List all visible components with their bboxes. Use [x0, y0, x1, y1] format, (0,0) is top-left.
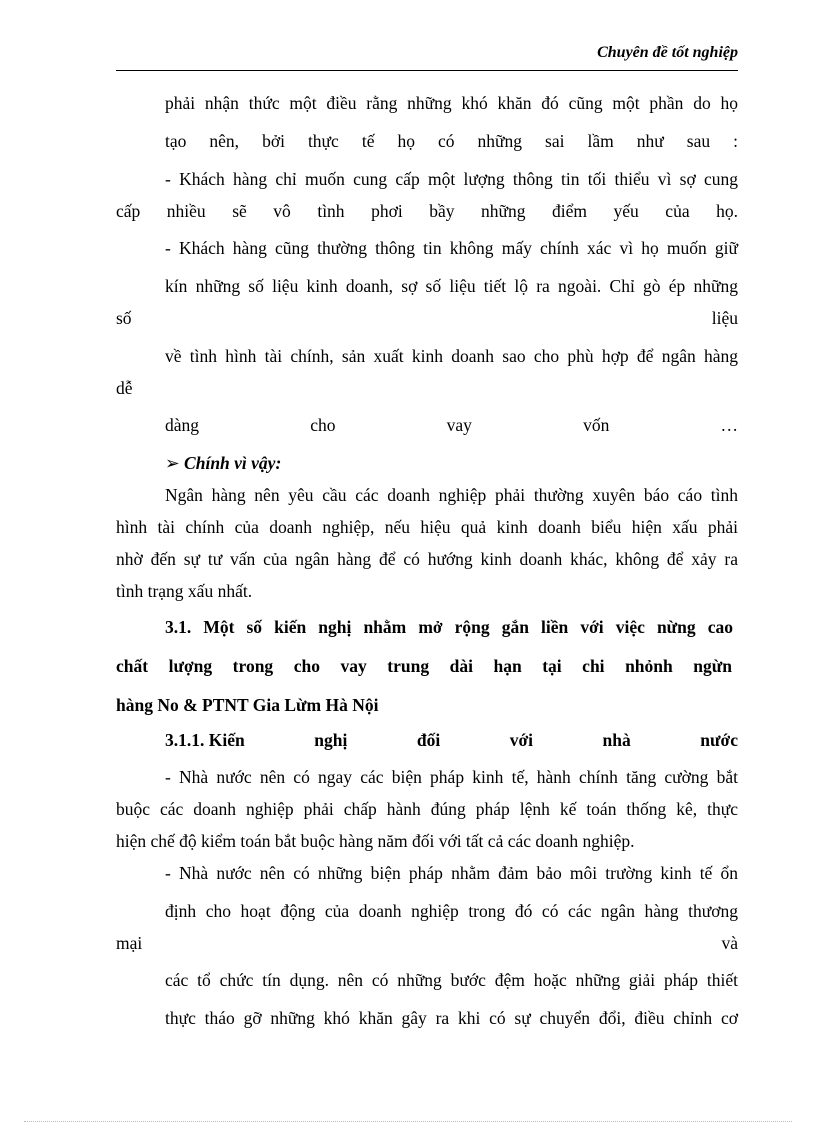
- text-line: [165, 414, 738, 436]
- page-bottom-rule: [24, 1121, 792, 1122]
- text-line: tạo nên, bởi thực tế họ có những sai lầm như sau :: [165, 131, 738, 151]
- word: …: [720, 415, 738, 435]
- subsection-heading: [165, 729, 738, 751]
- text-line: - Nhà nước nên có ngay các biện pháp kinh tế, hành chính tăng cường bắt: [165, 767, 738, 787]
- word: và: [721, 933, 738, 953]
- text-line: về tình hình tài chính, sản xuất kinh doanh sao cho phù hợp để ngân hàng: [165, 346, 738, 366]
- section-heading: chất lượng trong cho vay trung dài hạn tại chi nhỏnh ngừn: [116, 656, 732, 676]
- text-line: các tổ chức tín dụng. nên có những bước đệm hoặc những giải pháp thiết: [165, 970, 738, 990]
- text-line: kín những số liệu kinh doanh, sợ số liệu tiết lộ ra ngoài. Chỉ gò ép những: [165, 276, 738, 296]
- text-line: [116, 307, 738, 329]
- word: vay: [446, 415, 472, 435]
- text-line: tình trạng xấu nhất.: [116, 581, 253, 601]
- word: nước: [700, 730, 738, 750]
- section-heading: 3.1. Một số kiến nghị nhằm mở rộng gắn liền với việc nừng cao: [165, 617, 733, 637]
- text-line: buộc các doanh nghiệp phải chấp hành đúng pháp lệnh kế toán thống kê, thực: [116, 799, 738, 819]
- word: 3.1.1. Kiến: [165, 730, 245, 750]
- word: nghị: [314, 730, 348, 750]
- text-line: cấp nhiều sẽ vô tình phơi bầy những điểm yếu của họ.: [116, 201, 738, 221]
- text-line: phải nhận thức một điều rằng những khó khăn đó cũng một phần do họ: [165, 93, 738, 113]
- word: mại: [116, 933, 143, 953]
- text-line: Ngân hàng nên yêu cầu các doanh nghiệp phải thường xuyên báo cáo tình: [165, 485, 738, 505]
- page-header-title: Chuyên đề tốt nghiệp: [597, 44, 738, 61]
- text-line: hình tài chính của doanh nghiệp, nếu hiệu quả kinh doanh biểu hiện xấu phải: [116, 517, 738, 537]
- text-line: - Khách hàng cũng thường thông tin không mấy chính xác vì họ muốn giữ: [165, 238, 738, 258]
- word: vốn: [583, 415, 610, 435]
- section-lead-label: Chính vì vậy:: [184, 453, 282, 473]
- text-line: hiện chế độ kiểm toán bắt buộc hàng năm đối với tất cả các doanh nghiệp.: [116, 831, 635, 851]
- word: với: [509, 730, 534, 750]
- word: liệu: [711, 308, 738, 328]
- word: đối: [416, 730, 441, 750]
- arrow-bullet-icon: ➢: [165, 453, 180, 473]
- text-line: [116, 932, 738, 954]
- word: nhà: [602, 730, 631, 750]
- text-line: dễ: [116, 378, 133, 398]
- word: số: [116, 308, 132, 328]
- section-heading: hàng No & PTNT Gia Lừm Hà Nội: [116, 695, 379, 715]
- header-rule: [116, 70, 738, 71]
- text-line: thực tháo gỡ những khó khăn gây ra khi có sự chuyển đổi, điều chỉnh cơ: [165, 1008, 738, 1028]
- text-line: - Khách hàng chỉ muốn cung cấp một lượng thông tin tối thiểu vì sợ cung: [165, 169, 738, 189]
- text-line: định cho hoạt động của doanh nghiệp trong đó có các ngân hàng thương: [165, 901, 738, 921]
- text-line: nhờ đến sự tư vấn của ngân hàng để có hướng kinh doanh khác, không để xảy ra: [116, 549, 738, 569]
- text-line: - Nhà nước nên có những biện pháp nhằm đảm bảo môi trường kinh tế ổn: [165, 863, 738, 883]
- word: dàng: [165, 415, 200, 435]
- section-lead: [165, 452, 738, 474]
- word: cho: [310, 415, 336, 435]
